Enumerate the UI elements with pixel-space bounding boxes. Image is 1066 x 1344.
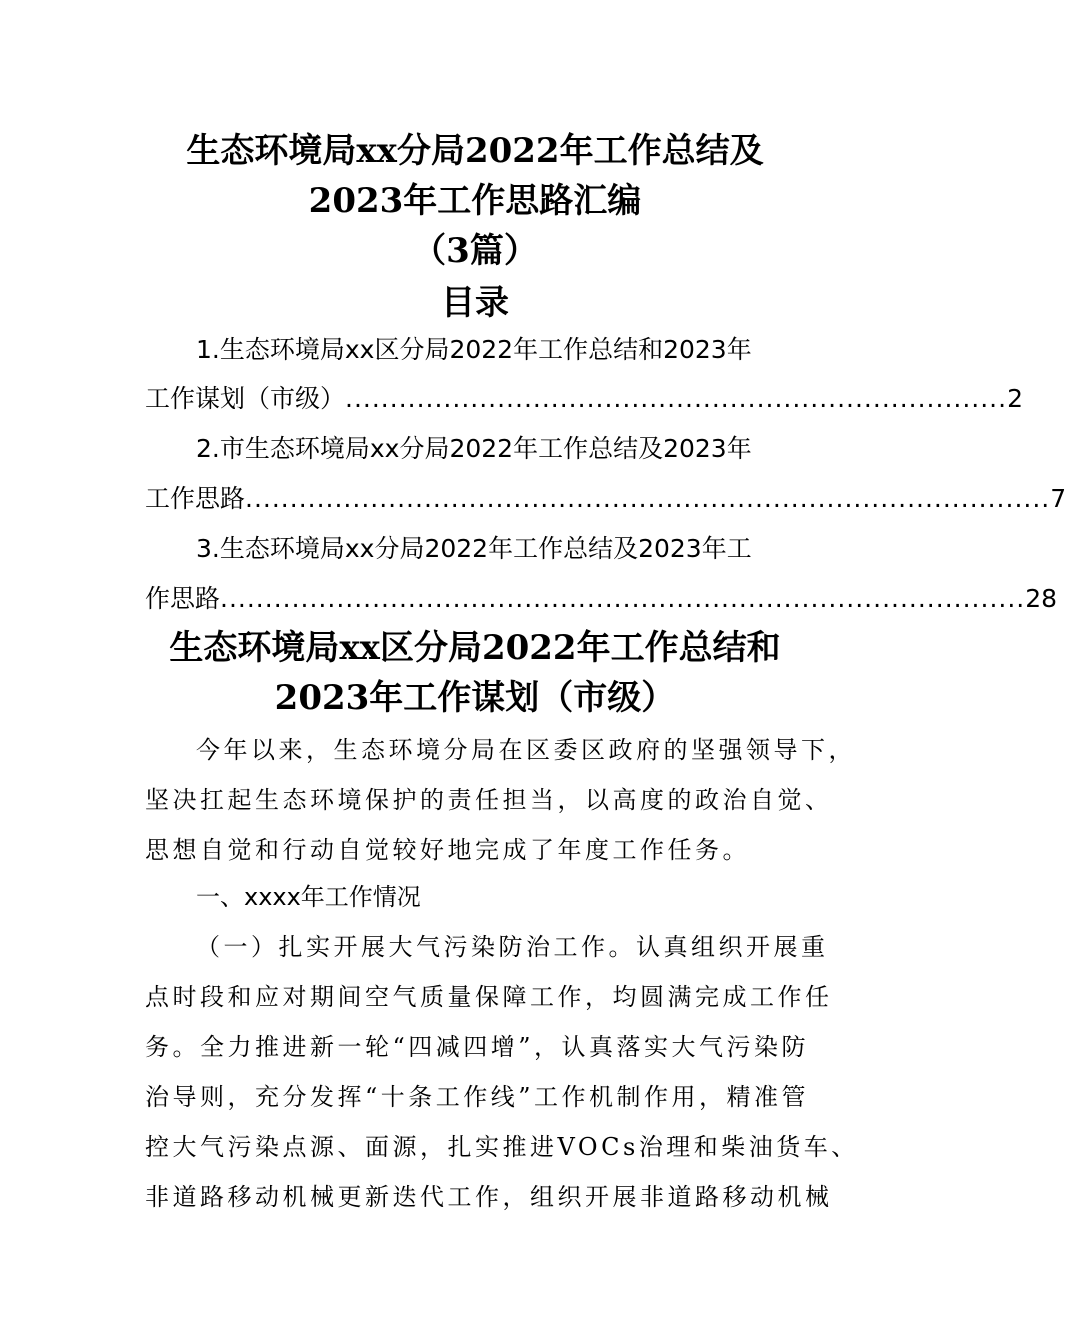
- doc-title-line-1: 生态环境局xx分局2022年工作总结及: [186, 131, 764, 171]
- toc-entry-1-page: 2: [1007, 384, 1023, 413]
- toc-heading: 目录: [441, 283, 509, 323]
- para1-line-4: 治导则，充分发挥“十条工作线”工作机制作用，精准管: [145, 1083, 810, 1111]
- intro-line-2: 坚决扛起生态环境保护的责任担当，以高度的政治自觉、: [145, 786, 833, 814]
- toc-entry-1-title-cont: 工作谋划（市级）: [145, 384, 346, 413]
- toc-entry-3-page: 28: [1025, 584, 1058, 613]
- toc-entry-2-page: 7: [1050, 484, 1066, 513]
- toc-entry-3-title[interactable]: 3.生态环境局xx分局2022年工作总结及2023年工: [196, 534, 752, 563]
- toc-entry-3-title-cont: 作思路: [145, 584, 221, 613]
- section-heading-1: 一、xxxx年工作情况: [196, 883, 421, 911]
- intro-line-1: 今年以来，生态环境分局在区委区政府的坚强领导下，: [196, 736, 856, 764]
- toc-entry-3-leader[interactable]: [145, 582, 1058, 616]
- para1-line-5: 控大气污染点源、面源，扎实推进VOCs治理和柴油货车、: [145, 1133, 859, 1161]
- toc-entry-2-dots: ..........................................................................................: [245, 484, 1051, 513]
- intro-line-3: 思想自觉和行动自觉较好地完成了年度工作任务。: [145, 836, 750, 864]
- doc-title-line-3: （3篇）: [412, 231, 538, 271]
- para1-line-3: 务。全力推进新一轮“四减四增”，认真落实大气污染防: [145, 1033, 810, 1061]
- article-title-line-1: 生态环境局xx区分局2022年工作总结和: [169, 628, 781, 668]
- toc-entry-1-dots: ..........................................................................: [345, 384, 1008, 413]
- toc-entry-2-title[interactable]: 2.市生态环境局xx分局2022年工作总结及2023年: [196, 434, 752, 463]
- toc-entry-3-dots: ..........................................................................................: [220, 584, 1026, 613]
- para1-line-6: 非道路移动机械更新迭代工作，组织开展非道路移动机械: [145, 1183, 833, 1211]
- toc-entry-1-leader[interactable]: [145, 382, 1023, 416]
- para1-line-2: 点时段和应对期间空气质量保障工作，均圆满完成工作任: [145, 983, 833, 1011]
- toc-entry-1-title[interactable]: 1.生态环境局xx区分局2022年工作总结和2023年: [196, 335, 752, 364]
- article-title-line-2: 2023年工作谋划（市级）: [274, 678, 676, 718]
- doc-title-line-2: 2023年工作思路汇编: [308, 181, 642, 221]
- toc-entry-2-leader[interactable]: [145, 482, 1066, 516]
- toc-entry-2-title-cont: 工作思路: [145, 484, 246, 513]
- para1-line-1: （一）扎实开展大气污染防治工作。认真组织开展重: [196, 933, 829, 961]
